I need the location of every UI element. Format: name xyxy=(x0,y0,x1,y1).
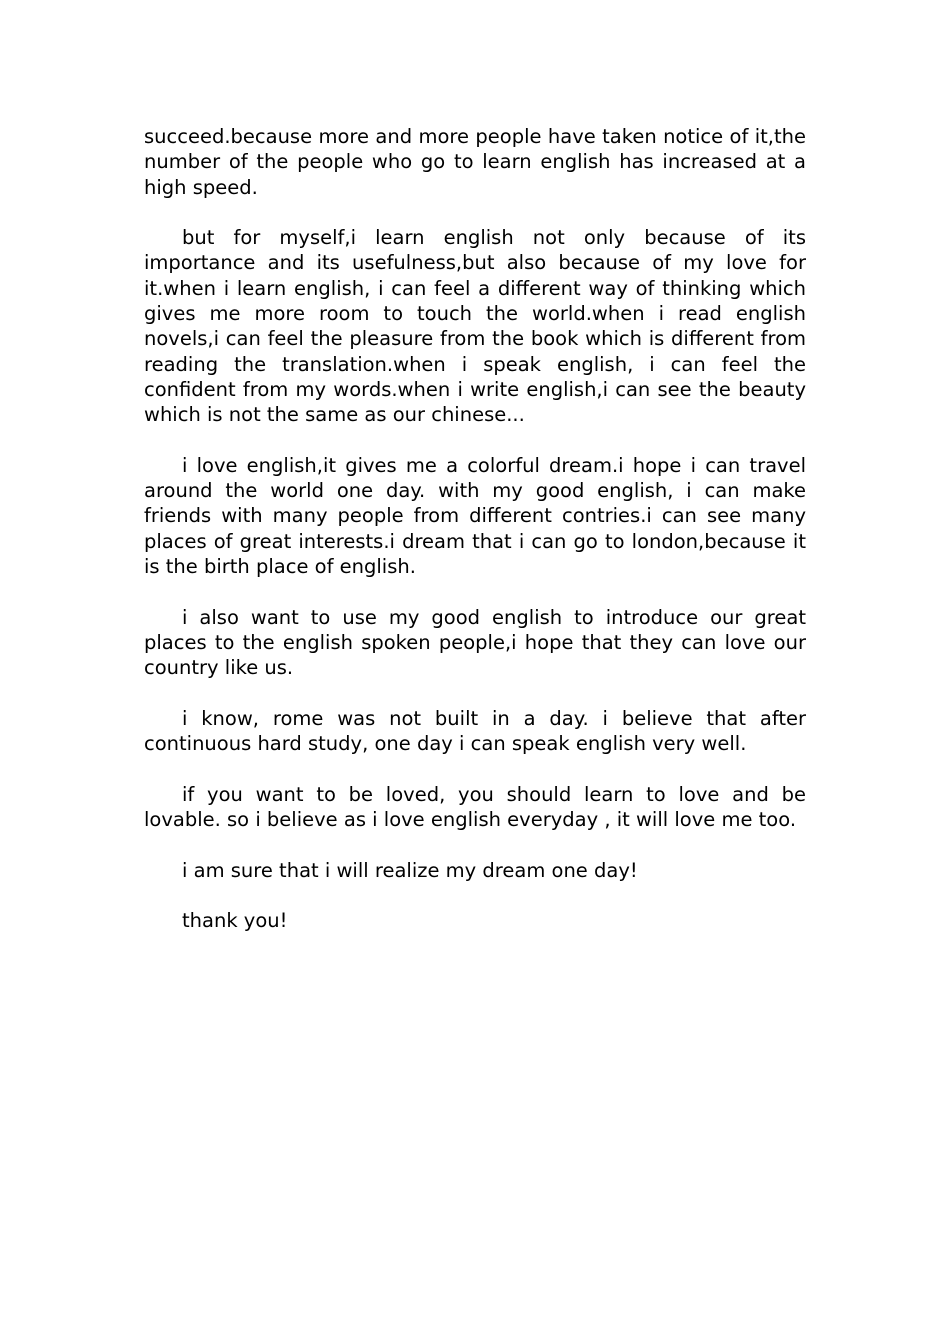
paragraph-5: i know, rome was not built in a day. i believe that after continuous hard study, one day i can speak english very well. xyxy=(144,706,806,756)
paragraph-7: i am sure that i will realize my dream one day! xyxy=(182,858,638,882)
paragraph-6: if you want to be loved, you should learn to love and be lovable. so i believe as i love english everyday , it will love me too. xyxy=(144,782,806,832)
paragraph-8: thank you! xyxy=(182,909,288,933)
paragraph-3: i love english,it gives me a colorful dream.i hope i can travel around the world one day. with my good english, i can make friends with many people from different contries.i can see many places of great interests.i dream that i can go to london,because it is the birth place of english. xyxy=(144,453,806,579)
paragraph-2: but for myself,i learn english not only because of its importance and its usefulness,but also because of my love for it.when i learn english, i can feel a different way of thinking which gives me more room to touch the world.when i read english novels,i can feel the pleasure from the book which is different from reading the translation.when i speak english, i can feel the confident from my words.when i write english,i can see the beauty which is not the same as our chinese... xyxy=(144,226,806,427)
document-body xyxy=(144,124,806,959)
paragraph-1: succeed.because more and more people have taken notice of it,the number of the people who go to learn english has increased at a high speed. xyxy=(144,125,806,199)
paragraph-4: i also want to use my good english to introduce our great places to the english spoken people,i hope that they can love our country like us. xyxy=(144,605,806,680)
